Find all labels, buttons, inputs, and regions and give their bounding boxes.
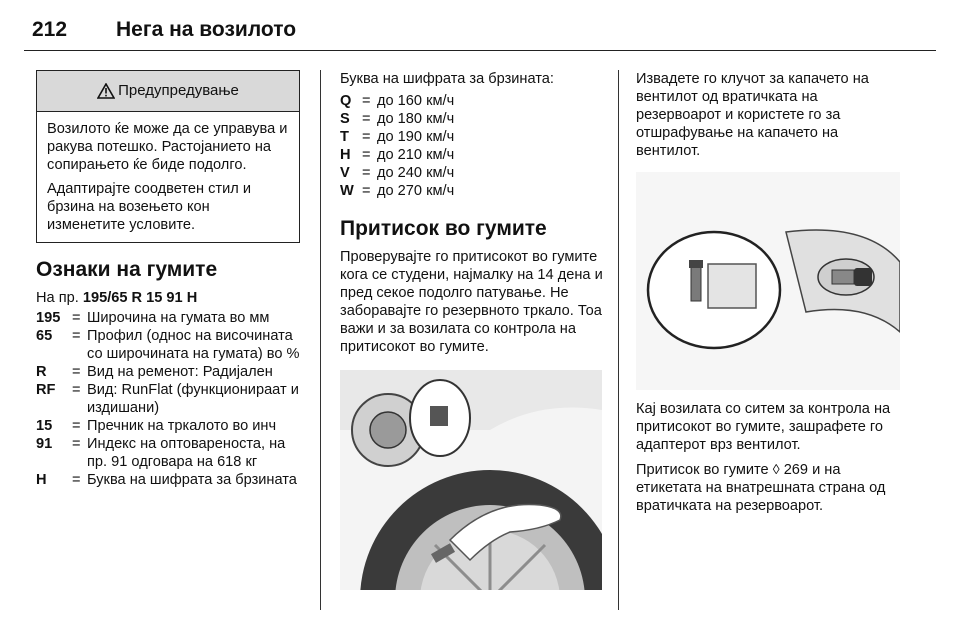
speed-code-value: до 160 км/ч <box>377 93 455 109</box>
speed-code-key: V <box>340 165 350 181</box>
marking-key: 195 <box>36 310 61 326</box>
marking-value: Пречник на тркалото во инч <box>87 418 277 434</box>
page-header <box>24 14 936 51</box>
column-2 <box>340 70 604 590</box>
pressure-reference-suffix: и на етикетата на внатрешната страна од вратичката на резервоарот. <box>636 462 886 514</box>
speed-code-value: до 240 км/ч <box>377 165 455 181</box>
speed-code-row: S = до 180 км/ч <box>340 110 604 128</box>
tyre-marking-list <box>36 309 300 489</box>
valve-cap-instruction: Извадете го клучот за капачето на вентилот од вратичката на резервоарот и користете го за отшрафување на капачето на вентилот. <box>636 71 869 159</box>
page-number: 212 <box>32 18 68 41</box>
tyre-markings-heading: Ознаки на гумите <box>36 258 218 281</box>
page-reference-icon: ◊ <box>772 461 780 477</box>
tyre-marking-row: 65 = Профил (однос на височината со широчината на гумата) во % <box>36 328 300 362</box>
warning-triangle-icon <box>97 83 115 99</box>
tyre-marking-row: H = Буква на шифрата за брзината <box>36 471 300 489</box>
valve-adapter-illustration <box>636 172 900 390</box>
tyre-marking-row: 91 = Индекс на оптовареноста, на пр. 91 одговара на 618 кг <box>36 435 300 471</box>
tyre-pressure-text: Проверувајте го притисокот во гумите кога се студени, најмалку на 14 дена и пред секое подолго патување. Не заборавајте го резервното тркало. Тоа важи и за возилата со контрола на притисокот во гумите. <box>340 249 603 355</box>
marking-key: H <box>36 472 47 488</box>
marking-value: Профил (однос на височината со широчината на гумата) во % <box>87 328 300 362</box>
column-divider <box>618 70 619 610</box>
marking-value: Буква на шифрата за брзината <box>87 472 297 488</box>
column-3 <box>636 70 906 521</box>
fuel-door-illustration-image <box>340 370 602 590</box>
column-divider <box>320 70 321 610</box>
tyre-pressure-heading: Притисок во гумите <box>340 217 547 240</box>
warning-text-2: Адаптирајте соодветен стил и брзина на возењето кон изменетите условите. <box>47 181 251 233</box>
speed-code-row: V = до 240 км/ч <box>340 164 604 182</box>
tyre-marking-row: 195 = Широчина на гумата во мм <box>36 309 300 327</box>
warning-box <box>36 70 300 243</box>
valve-adapter-illustration-image <box>636 172 900 390</box>
speed-code-value: до 180 км/ч <box>377 111 455 127</box>
marking-key: R <box>36 364 47 380</box>
speed-code-row: Q = до 160 км/ч <box>340 92 604 110</box>
speed-code-row: T = до 190 км/ч <box>340 128 604 146</box>
warning-text-1: Возилото ќе може да се управува и ракува потешко. Растојанието на сопирањето ќе биде подолго. <box>47 121 288 173</box>
speed-code-row: W = до 270 км/ч <box>340 182 604 200</box>
tyre-marking-row: R = Вид на ременот: Радијален <box>36 363 300 381</box>
page-title: Нега на возилото <box>116 18 297 41</box>
marking-value: Вид: RunFlat (функционираат и издишани) <box>87 382 299 416</box>
speed-code-key: T <box>340 129 349 145</box>
speed-code-key: Q <box>340 93 352 109</box>
column-1 <box>36 70 300 489</box>
tyre-example-code: 195/65 R 15 91 H <box>82 290 198 306</box>
warning-title: Предупредување <box>118 82 239 99</box>
tyre-example <box>36 289 300 307</box>
marking-value: Индекс на оптовареноста, на пр. 91 одговара на 618 кг <box>87 436 286 470</box>
page-reference-link[interactable]: 269 <box>783 462 809 478</box>
speed-code-key: H <box>340 147 351 163</box>
marking-key: RF <box>36 382 56 398</box>
pressure-reference <box>636 460 906 515</box>
marking-key: 91 <box>36 436 53 452</box>
speed-code-list <box>340 92 604 200</box>
tyre-marking-row: RF = Вид: RunFlat (функционираат и издишани) <box>36 382 299 416</box>
tyre-example-prefix: На пр. <box>36 290 83 306</box>
speed-code-value: до 210 км/ч <box>377 147 455 163</box>
marking-key: 65 <box>36 328 53 344</box>
speed-code-value: до 190 км/ч <box>377 129 455 145</box>
pressure-reference-prefix: Притисок во гумите <box>636 462 773 478</box>
marking-key: 15 <box>36 418 53 434</box>
marking-value: Широчина на гумата во мм <box>87 310 270 326</box>
marking-value: Вид на ременот: Радијален <box>87 364 273 380</box>
speed-code-row: H = до 210 км/ч <box>340 146 604 164</box>
warning-body <box>37 112 299 242</box>
speed-code-value: до 270 км/ч <box>377 183 455 199</box>
speed-code-key: S <box>340 111 350 127</box>
adapter-instruction: Кај возилата со ситем за контрола на притисокот во гумите, зашрафете го адаптерот врз вентилот. <box>636 401 891 453</box>
speed-code-intro: Буква на шифрата за брзината: <box>340 71 554 87</box>
tyre-marking-row: 15 = Пречник на тркалото во инч <box>36 417 300 435</box>
warning-header <box>37 71 299 112</box>
speed-code-key: W <box>340 183 354 199</box>
fuel-door-valve-illustration <box>340 370 602 590</box>
